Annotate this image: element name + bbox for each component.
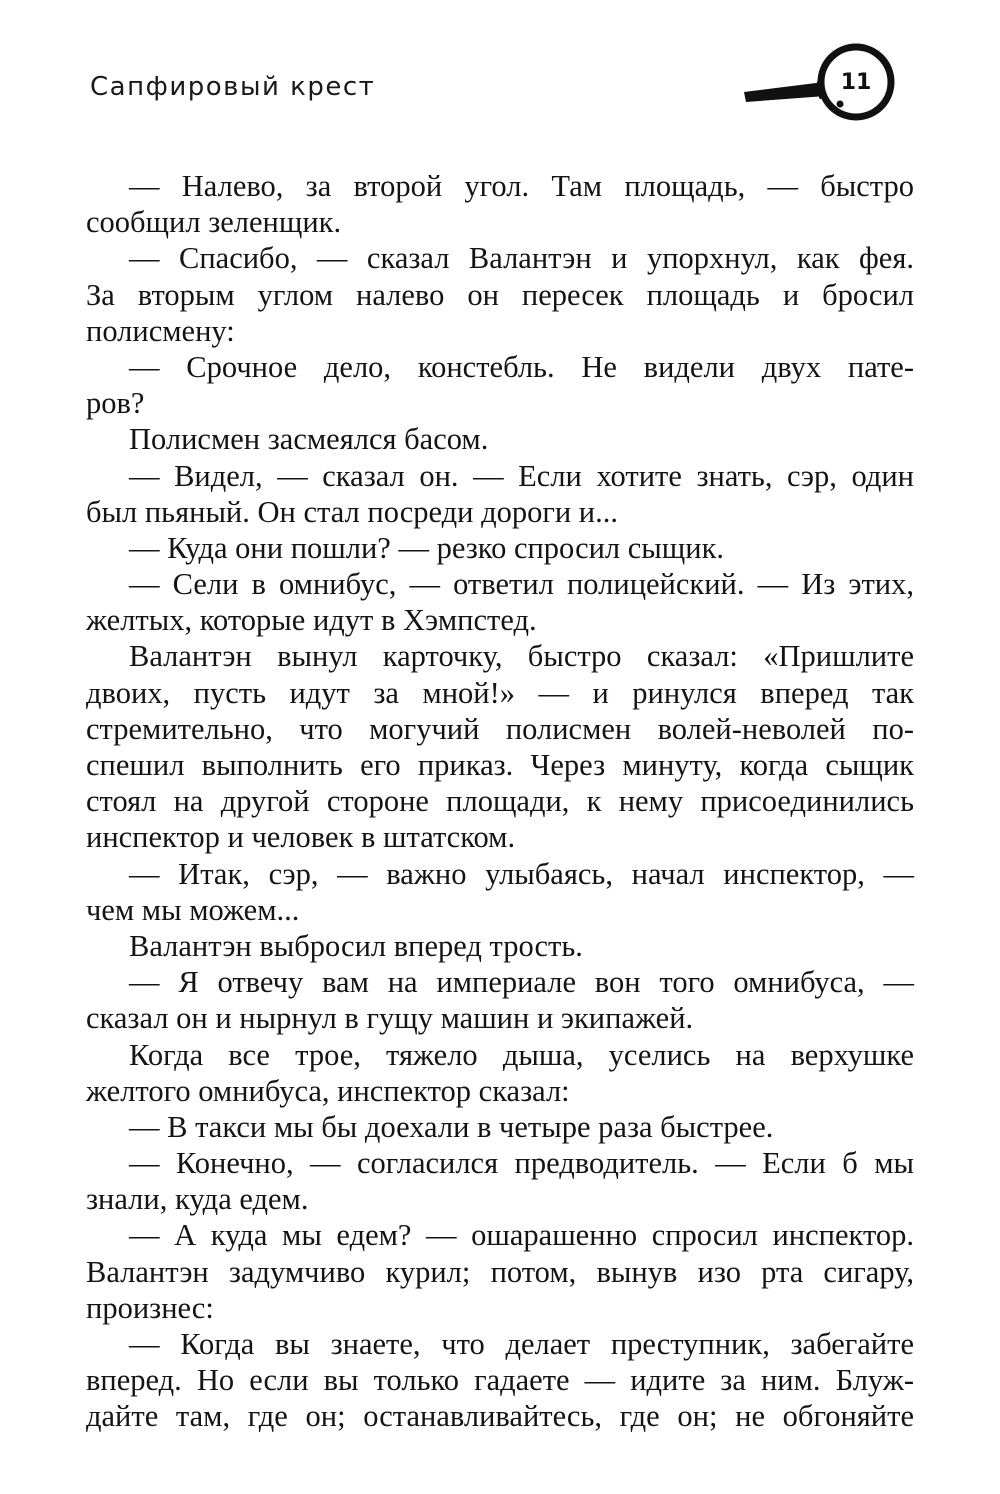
text-line: дайте там, где он; останавливайтесь, где он; не обгоняйте: [86, 1399, 914, 1434]
text-line: двоих, пусть идут за мной!» — и ринулся вперед так: [86, 675, 914, 710]
text-line: полисмену:: [86, 313, 235, 348]
body-text: [86, 168, 914, 1435]
text-line: За вторым углом налево он пересек площадь и бросил: [86, 277, 914, 312]
text-line: — В такси мы бы доехали в четыре раза быстрее.: [129, 1109, 774, 1144]
text-line: сообщил зеленщик.: [86, 205, 342, 240]
text-line: спешил выполнить его приказ. Через минуту, когда сыщик: [86, 748, 914, 782]
text-line: стремительно, что могучий полисмен волей-неволей по-: [86, 711, 914, 746]
text-line: сказал он и нырнул в гущу машин и экипажей.: [86, 1001, 694, 1036]
text-line: ров?: [86, 386, 145, 421]
text-line: желтых, которые идут в Хэмпстед.: [86, 603, 537, 638]
text-line: Когда все трое, тяжело дыша, уселись на верхушке: [129, 1037, 914, 1072]
text-line: Полисмен засмеялся басом.: [129, 422, 489, 457]
running-title: Сапфировый крест: [90, 72, 376, 102]
text-line: — Спасибо, — сказал Валантэн и упорхнул, как фея.: [129, 241, 914, 276]
text-line: знали, куда едем.: [86, 1182, 309, 1217]
text-line: — Итак, сэр, — важно улыбаясь, начал инспектор, —: [129, 856, 914, 891]
text-line: — Я отвечу вам на империале вон того омнибуса, —: [129, 965, 914, 1000]
text-line: желтого омнибуса, инспектор сказал:: [86, 1073, 570, 1108]
text-line: — Куда они пошли? — резко спросил сыщик.: [129, 530, 725, 565]
text-line: — Конечно, — согласился предводитель. — Если б мы: [129, 1146, 914, 1181]
page-number-badge: [740, 42, 910, 132]
text-line: — Налево, за второй угол. Там площадь, — быстро: [129, 169, 914, 203]
text-line: был пьяный. Он стал посреди дороги и...: [86, 494, 619, 529]
text-line: вперед. Но если вы только гадаете — идите за ним. Блуж-: [86, 1363, 914, 1398]
text-line: — Когда вы знаете, что делает преступник, забегайте: [129, 1327, 914, 1361]
text-line: чем мы можем...: [86, 892, 300, 927]
text-line: Валантэн выбросил вперед трость.: [129, 928, 583, 963]
text-line: Валантэн вынул карточку, быстро сказал: «Пришлите: [129, 639, 914, 674]
text-line: — Видел, — сказал он. — Если хотите знать, сэр, один: [129, 458, 914, 493]
text-line: инспектор и человек в штатском.: [86, 820, 516, 855]
text-line: стоял на другой стороне площади, к нему присоединились: [86, 784, 914, 819]
text-line: — Срочное дело, констебль. Не видели двух пате-: [129, 349, 914, 384]
text-line: — А куда мы едем? — ошарашенно спросил инспектор.: [129, 1218, 914, 1253]
text-line: произнес:: [86, 1290, 214, 1325]
page-number: 11: [840, 70, 872, 95]
text-line: — Сели в омнибус, — ответил полицейский. — Из этих,: [129, 567, 914, 602]
text-line: Валантэн задумчиво курил; потом, вынув изо рта сигару,: [86, 1254, 914, 1289]
magnifying-glass-icon: [740, 42, 910, 132]
